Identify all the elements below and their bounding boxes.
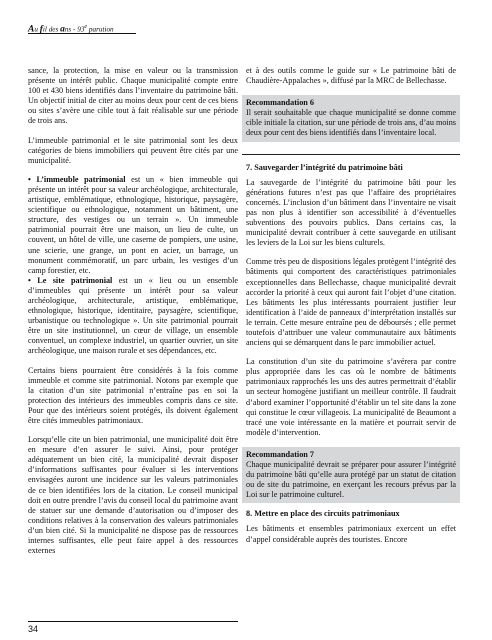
paragraph: et à des outils comme le guide sur « Le patrimoine bâti de Chaudière-Appalaches », diffusé par la MRC de Bellechasse. [246, 66, 456, 86]
recommendation-7-box [242, 447, 460, 503]
recommendation-text: Il serait souhaitable que chaque municipalité se donne comme cible initiale la citation, sur une période de trois ans, d’au moins deux pour cent des biens identifiés dans l’inventaire local. [246, 108, 456, 138]
paragraph: La constitution d’un site du patrimoine s’avérera par contre plus appropriée dans les cas où le nombre de bâtiments patrimoniaux rapprochés les uns des autres permettrait d’établir un secteur homogène justifiant un meilleur contrôle. Il faudrait d’abord examiner l’opportunité d’établir un tel site dans la zone qui constitue le cœur villageois. La municipalité de Beaumont a tracé une voie intéressante en la matière et pourrait servir de modèle d’intervention. [246, 357, 456, 437]
header-title: Au fil des ans - 93e parution [28, 24, 114, 35]
recommendation-6-box [242, 95, 460, 141]
right-column [246, 66, 456, 554]
section-rule [242, 154, 460, 155]
section-heading-7: 7. Sauvegarder l’intégrité du patrimoine bâti [246, 162, 403, 172]
left-column [28, 66, 238, 565]
recommendation-title: Recommandation 6 [246, 98, 314, 108]
page-number: 34 [28, 624, 39, 634]
paragraph: La sauvegarde de l’intégrité du patrimoine bâti pour les générations futures n’est pas que l’affaire des propriétaires concernés. L’inclusion d’un bâtiment dans l’inventaire ne visait pas non plus à identifier son accessibilité à d’éventuelles subventions des pouvoirs publics. Dans certains cas, la municipalité devrait contribuer à cette sauvegarde en utilisant les leviers de la Loi sur les biens culturels. [246, 177, 456, 248]
recommendation-text: Chaque municipalité devrait se préparer pour assurer l’intégrité du patrimoine bâti qu’elle aura protégé par un statut de citation ou de site du patrimoine, en exerçant les recours prévus par la Loi sur le patrimoine culturel. [246, 460, 456, 500]
paragraph: Certains biens pourraient être considérés à la fois comme immeuble et comme site patrimonial. Notons par exemple que la citation d’un site patrimonial n’entraîne pas en soi la protection des intérieurs des immeubles compris dans ce site. Pour que des intérieurs soient protégés, ils doivent également être cités immeubles patrimoniaux. [28, 365, 238, 425]
paragraph: Comme très peu de dispositions légales protègent l’intégrité des bâtiments qui comportent des caractéristiques patrimoniales exceptionnelles dans Bellechasse, chaque municipalité devrait accorder la priorité à ceux qui auront fait l’objet d’une citation. Les bâtiments les plus intéressants pourraient justifier leur identification à l’aide de panneaux d’interprétation installés sur le terrain. Cette mesure entraîne peu de déboursés ; elle permet toutefois d’attribuer une valeur communautaire aux bâtiments anciens qui se démarquent dans le parc immobilier actuel. [246, 257, 456, 348]
recommendation-title: Recommandation 7 [246, 449, 314, 459]
running-header [28, 22, 136, 34]
paragraph: sance, la protection, la mise en valeur ou la transmission présente un intérêt public. Chaque municipalité compte entre 100 et 430 biens identifiés dans l’inventaire du patrimoine bâti. Un objectif initial de citer au moins deux pour cent de ces biens ou sites s’avère une cible tout à fait réalisable sur une période de trois ans. [28, 66, 238, 126]
header-rule [28, 33, 136, 34]
bullet-immeuble: • L’immeuble patrimonial est un « bien immeuble qui présente un intérêt pour sa valeur archéologique, architecturale, artistique, emblématique, ethnologique, historique, paysagère, scientifique ou ethnologique, notamment un bâtiment, une structure, des vestiges ou un terrain ». Un immeuble patrimonial pourrait être une maison, un lieu de culte, un couvent, un hôtel de ville, une caserne de pompiers, une usine, une scierie, une grange, un pont en acier, un barrage, un monument commémoratif, un parc urbain, les vestiges d’un camp forestier, etc. [28, 174, 238, 275]
footer-rule [28, 621, 238, 622]
section-heading-8: 8. Mettre en place des circuits patrimoniaux [246, 509, 400, 519]
bullet-site: • Le site patrimonial est un « lieu ou un ensemble d’immeubles qui présente un intérêt pour sa valeur archéologique, architecturale, artistique, emblématique, ethnologique, historique, identitaire, paysagère, scientifique, urbanistique ou technologique ». Un site patrimonial pourrait être un site institutionnel, un cœur de village, un ensemble conventuel, un complexe industriel, un quartier ouvrier, un site archéologique, une maison rurale et ses dépendances, etc. [28, 275, 238, 356]
paragraph: L’immeuble patrimonial et le site patrimonial sont les deux catégories de biens immobiliers qui peuvent être cités par une municipalité. [28, 135, 238, 165]
paragraph: Les bâtiments et ensembles patrimoniaux exercent un effet d’appel considérable auprès des touristes. Encore [246, 524, 456, 544]
paragraph: Lorsqu’elle cite un bien patrimonial, une municipalité doit être en mesure d’en assurer le suivi. Ainsi, pour protéger adéquatement un bien cité, la municipalité devrait disposer d’informations suffisantes pour évaluer si les interventions envisagées auront une incidence sur les valeurs patrimoniales de ce bien identifiées lors de la citation. Le conseil municipal doit en outre prendre l’avis du conseil local du patrimoine avant de statuer sur une demande d’autorisation ou d’imposer des conditions relatives à la conservation des valeurs patrimoniales d’un bien cité. Si la municipalité ne dispose pas de ressources internes suffisantes, elle peut faire appel à des ressources externes [28, 435, 238, 556]
